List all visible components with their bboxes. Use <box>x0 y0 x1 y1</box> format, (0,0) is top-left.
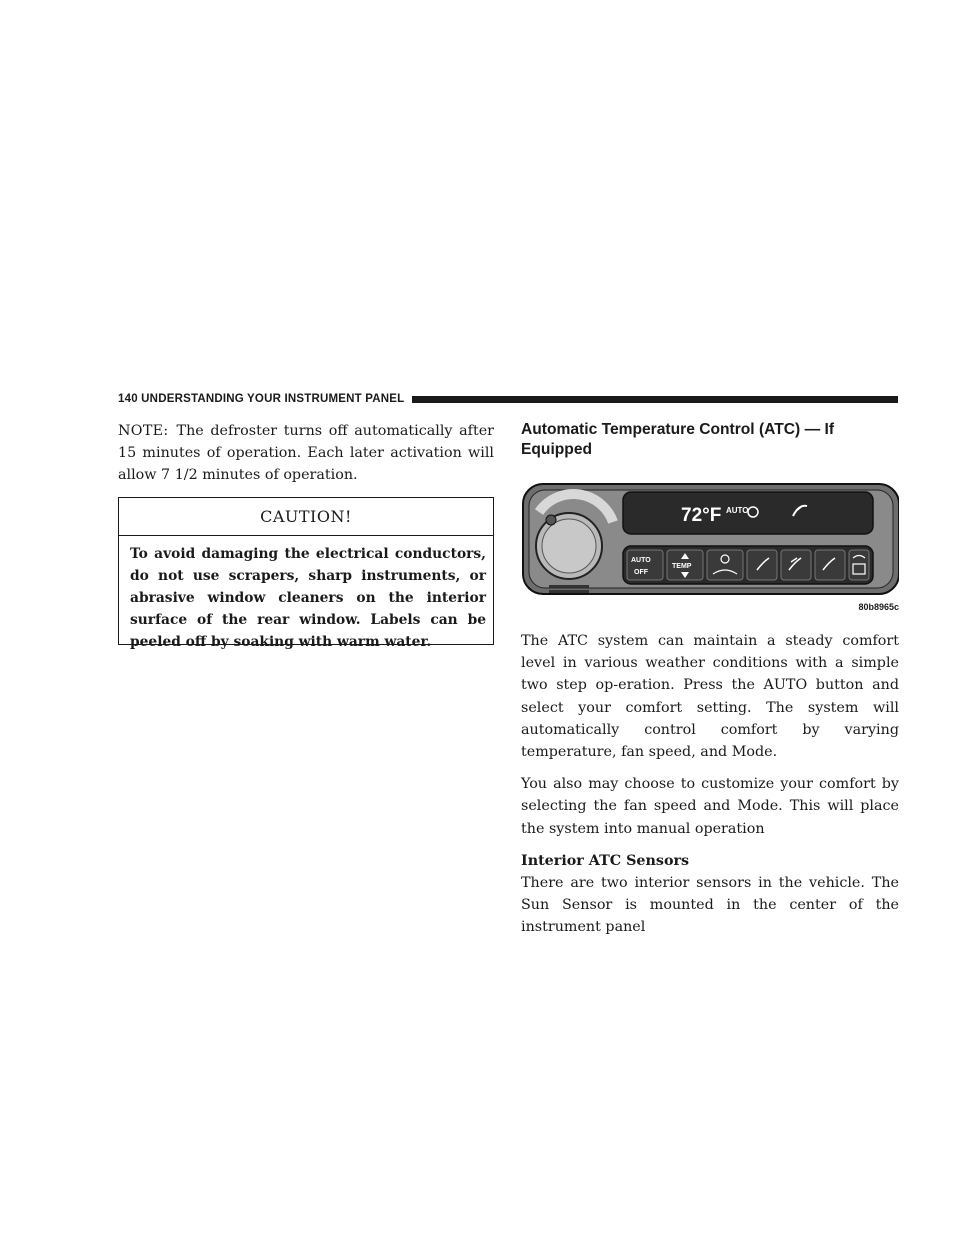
display-mode-text: AUTO <box>726 506 749 515</box>
grille-slot <box>549 590 589 593</box>
off-label: OFF <box>634 569 648 576</box>
left-column <box>118 420 494 486</box>
page-number-title: 140 UNDERSTANDING YOUR INSTRUMENT PANEL <box>118 393 405 405</box>
knob-indicator <box>546 515 556 525</box>
atc-paragraph-2: You also may choose to customize your comfort by selecting the fan speed and Mode. This will place the system into manual operation <box>521 776 899 837</box>
header-rule <box>412 396 898 403</box>
atc-control-panel-figure <box>521 482 899 612</box>
defrost-button[interactable] <box>849 550 869 580</box>
atc-panel-illustration <box>521 482 899 612</box>
caution-title: CAUTION! <box>119 498 493 536</box>
figure-id: 80b8965c <box>858 602 899 612</box>
temp-label: TEMP <box>672 563 692 570</box>
caution-text: To avoid damaging the electrical conductors, do not use scrapers, sharp instruments, or abrasive window cleaners on the interior surface of the rear window. Labels can be peeled off by soaking with warm water. <box>130 546 486 650</box>
atc-body-text <box>521 630 899 938</box>
display-temp-text: 72°F <box>681 505 722 526</box>
atc-paragraph-1: The ATC system can maintain a steady comfort level in various weather conditions with a simple two step op-eration. Press the AUTO button and select your comfort setting. The system will automatically control comfort by varying temperature, fan speed, and Mode. <box>521 633 899 761</box>
caution-box <box>118 497 494 650</box>
note-text: The defroster turns off automatically after 15 minutes of operation. Each later activation will allow 7 1/2 minutes of operation. <box>118 423 494 483</box>
sensors-subheading: Interior ATC Sensors <box>521 852 690 869</box>
mode-button-3[interactable] <box>815 550 845 580</box>
sensors-paragraph: There are two interior sensors in the vehicle. The Sun Sensor is mounted in the center of the instrument panel <box>521 874 899 936</box>
right-column <box>521 420 899 460</box>
grille-slot <box>549 585 589 588</box>
note-paragraph <box>118 420 494 486</box>
note-label: NOTE: <box>118 423 169 439</box>
auto-label: AUTO <box>631 557 651 564</box>
temp-knob-inner <box>542 519 596 573</box>
section-title: Automatic Temperature Control (ATC) — If Equipped <box>521 421 835 458</box>
page-header <box>118 392 898 406</box>
mode-button-2[interactable] <box>781 550 811 580</box>
